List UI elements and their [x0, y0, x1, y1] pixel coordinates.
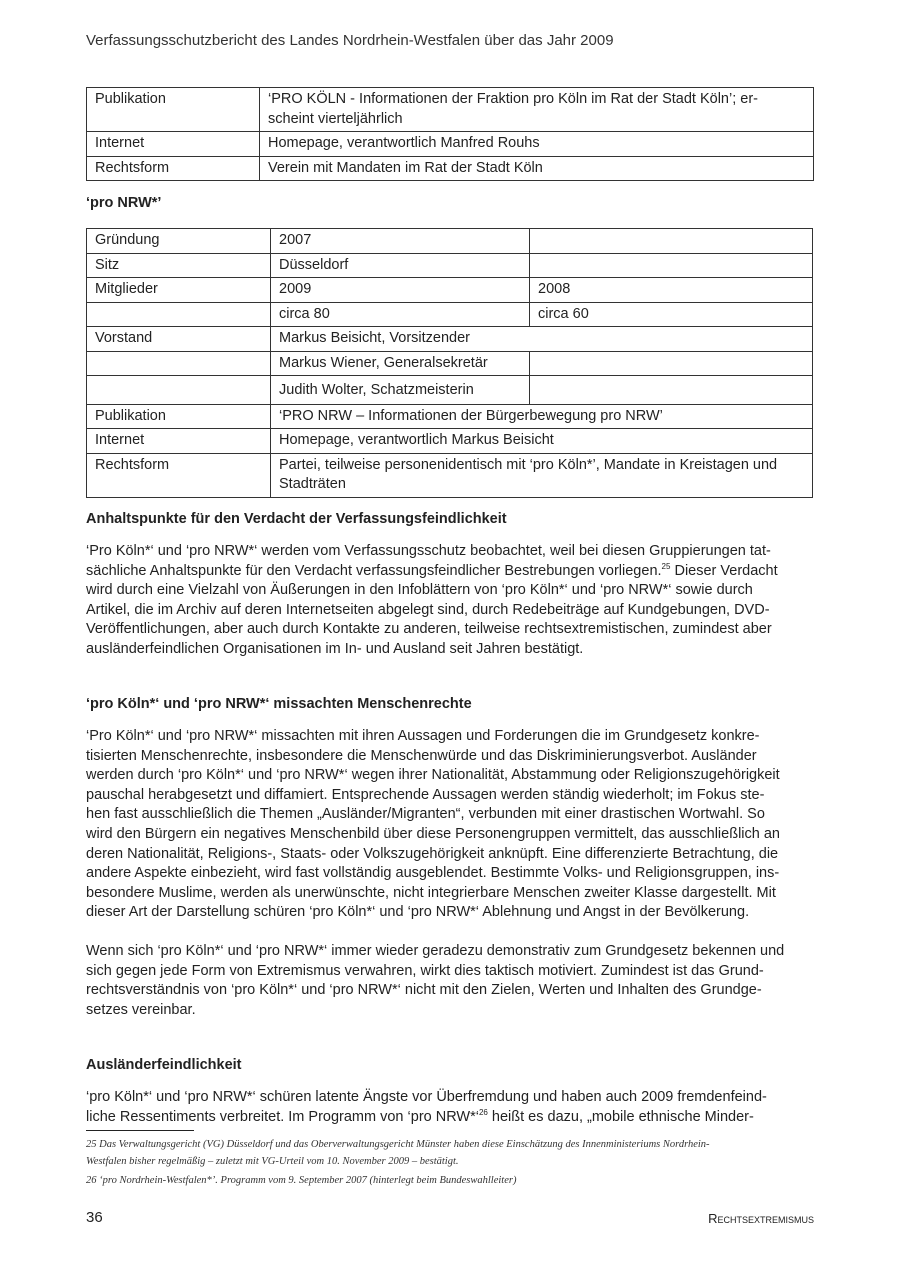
- table-cell-label: Vorstand: [87, 327, 271, 352]
- table-cell-label: Internet: [87, 429, 271, 454]
- pro-koeln-info-table: [86, 87, 814, 181]
- table-cell-label: Publikation: [87, 88, 260, 132]
- pro-nrw-heading: ‘pro NRW*’: [86, 195, 162, 211]
- cell-line: Stadträten: [279, 476, 346, 492]
- table-cell-label: Sitz: [87, 253, 271, 278]
- table-cell-value: circa 80: [271, 302, 530, 327]
- page-number: 36: [86, 1209, 103, 1226]
- paragraph-menschenrechte-1: [86, 727, 814, 923]
- text-line: besondere Muslime, werden als unerwünschte, nicht integrierbare Menschen zweiter Klasse dargestellt. Mit: [86, 884, 776, 901]
- table-cell-label: Mitglieder: [87, 278, 271, 303]
- text-segment: liche Ressentiments verbreitet. Im Programm von ‘pro NRW*‘: [86, 1108, 479, 1125]
- text-line: ‘Pro Köln*‘ und ‘pro NRW*‘ werden vom Verfassungsschutz beobachtet, weil bei diesen Gruppierungen tat-: [86, 543, 771, 559]
- paragraph-verdacht: [86, 542, 814, 660]
- table-cell-label: Rechtsform: [87, 453, 271, 497]
- table-cell-empty: [530, 376, 813, 405]
- text-line: werden durch ‘pro Köln*‘ und ‘pro NRW*‘ wegen ihrer Nationalität, Abstammung oder Religionszugehörigkeit: [86, 767, 780, 784]
- table-cell-value: ‘PRO NRW – Informationen der Bürgerbewegung pro NRW’: [271, 404, 813, 429]
- table-cell-value: 2009: [271, 278, 530, 303]
- footnote-line: Westfalen bisher regelmäßig – zuletzt mit VG-Urteil vom 10. November 2009 – bestätigt.: [86, 1156, 459, 1167]
- table-cell-empty: [87, 351, 271, 376]
- text-line: Veröffentlichungen, aber auch durch Kontakte zu anderen, teilweise rechtsextremistischen, zumindest aber: [86, 621, 772, 638]
- table-row: [87, 327, 813, 352]
- table-cell-value: Verein mit Mandaten im Rat der Stadt Köln: [260, 156, 814, 181]
- text-line: pauschal herabgesetzt und diffamiert. Entsprechende Aussagen werden ständig wiederholt; im Fokus ste-: [86, 786, 765, 803]
- table-cell-value: Düsseldorf: [271, 253, 530, 278]
- table-cell-empty: [530, 229, 813, 254]
- text-line: wird durch eine Vielzahl von Äußerungen in den Infoblättern von ‘pro Köln*‘ und ‘pro NRW*‘ sowie durch: [86, 582, 753, 599]
- footnote-ref-26[interactable]: 26: [478, 1107, 488, 1117]
- paragraph-auslaenderfeindlichkeit: [86, 1088, 814, 1127]
- text-line: hen fast ausschließlich die Themen „Ausländer/Migranten“, verbunden mit einer drastischen Wortwahl. So: [86, 806, 765, 823]
- paragraph-menschenrechte-2: [86, 942, 814, 1020]
- text-line: Wenn sich ‘pro Köln*‘ und ‘pro NRW*‘ immer wieder geradezu demonstrativ zum Grundgesetz bekennen und: [86, 943, 785, 959]
- text-line: ausländerfeindlichen Organisationen im In- und Ausland seit Jahren bestätigt.: [86, 640, 584, 657]
- table-cell-value: Homepage, verantwortlich Manfred Rouhs: [260, 132, 814, 157]
- footer-section-label: Rechtsextremismus: [708, 1211, 814, 1226]
- text-line: deren Nationalität, Religions-, Staats- oder Volkszugehörigkeit anknüpft. Eine differenzierte Betrachtung, die: [86, 845, 779, 862]
- table-cell-empty: [530, 351, 813, 376]
- table-row: [87, 404, 813, 429]
- table-cell-value: 2008: [530, 278, 813, 303]
- text-line: sich gegen jede Form von Extremismus verwahren, wirkt dies taktisch motiviert. Zumindest ist das Grund-: [86, 962, 764, 979]
- table-row: [87, 156, 814, 181]
- table-cell-label: Internet: [87, 132, 260, 157]
- text-line: wird den Bürgern ein negatives Menschenbild über diese Personengruppen vermittelt, das ausschließlich an: [86, 825, 780, 842]
- table-cell-value: Homepage, verantwortlich Markus Beisicht: [271, 429, 813, 454]
- section-heading-menschenrechte: ‘pro Köln*‘ und ‘pro NRW*‘ missachten Menschenrechte: [86, 696, 472, 712]
- footnote-divider: [86, 1130, 194, 1131]
- table-cell-empty: [530, 253, 813, 278]
- text-segment: Dieser Verdacht: [670, 562, 778, 579]
- table-row: [87, 132, 814, 157]
- text-line: ‘Pro Köln*‘ und ‘pro NRW*‘ missachten mit ihren Aussagen und Forderungen die im Grundgesetz konkre-: [86, 728, 760, 744]
- table-cell-value: Markus Wiener, Generalsekretär: [271, 351, 530, 376]
- text-line: dieser Art der Darstellung schüren ‘pro Köln*‘ und ‘pro NRW*‘ Ablehnung und Angst in der Bevölkerung.: [86, 904, 750, 921]
- table-row: [87, 229, 813, 254]
- text-line: tisierten Menschenrechte, insbesondere die Menschenwürde und das Diskriminierungsverbot. Ausländer: [86, 747, 757, 764]
- text-line: rechtsverständnis von ‘pro Köln*‘ und ‘pro NRW*‘ nicht mit den Zielen, Werten und Inhalten des Grundge-: [86, 982, 762, 999]
- table-cell-value: [271, 453, 813, 497]
- table-cell-empty: [87, 376, 271, 405]
- table-row: [87, 429, 813, 454]
- text-line: [86, 1108, 814, 1128]
- footnote-26: [86, 1172, 814, 1189]
- table-cell-value: 2007: [271, 229, 530, 254]
- table-row: [87, 453, 813, 497]
- table-row: [87, 351, 813, 376]
- table-cell-value: Markus Beisicht, Vorsitzender: [271, 327, 813, 352]
- text-line: ‘pro Köln*‘ und ‘pro NRW*‘ schüren latente Ängste vor Überfremdung und haben auch 2009 fremdenfeind-: [86, 1089, 767, 1105]
- table-cell-label: Publikation: [87, 404, 271, 429]
- table-row: [87, 253, 813, 278]
- table-cell-value: Judith Wolter, Schatzmeisterin: [271, 376, 530, 405]
- section-heading-verdacht: Anhaltspunkte für den Verdacht der Verfassungsfeindlichkeit: [86, 511, 507, 527]
- table-cell-value: [260, 88, 814, 132]
- cell-line: Partei, teilweise personenidentisch mit ‘pro Köln*’, Mandate in Kreistagen und: [279, 456, 778, 473]
- table-cell-label: Rechtsform: [87, 156, 260, 181]
- footnote-line: 26 ‘pro Nordrhein-Westfalen*’. Programm vom 9. September 2007 (hinterlegt beim Bundeswahlleiter): [86, 1175, 517, 1186]
- text-line: andere Aspekte einbezieht, wird fast vollständig ausgeblendet. Bestimmte Volks- und Religionsgruppen, ins-: [86, 865, 780, 882]
- text-line: [86, 562, 814, 582]
- table-row: [87, 302, 813, 327]
- table-cell-empty: [87, 302, 271, 327]
- running-header: Verfassungsschutzbericht des Landes Nordrhein-Westfalen über das Jahr 2009: [86, 32, 614, 49]
- footnote-line: 25 Das Verwaltungsgericht (VG) Düsseldorf und das Oberverwaltungsgericht Münster haben diese Einschätzung des Innenministeriums Nordrhein-: [86, 1139, 710, 1150]
- text-segment: heißt es dazu, „mobile ethnische Minder-: [487, 1108, 754, 1125]
- pro-nrw-info-table: [86, 228, 813, 498]
- footnote-ref-25[interactable]: 25: [661, 561, 671, 571]
- table-cell-value: circa 60: [530, 302, 813, 327]
- table-row: [87, 278, 813, 303]
- text-segment: sächliche Anhaltspunkte für den Verdacht verfassungsfeindlicher Bestrebungen vorliegen.: [86, 562, 662, 579]
- cell-line: ‘PRO KÖLN - Informationen der Fraktion pro Köln im Rat der Stadt Köln’; er-: [268, 91, 758, 107]
- text-line: Artikel, die im Archiv auf deren Internetseiten abgelegt sind, durch Redebeiträge auf Kundgebungen, DVD-: [86, 601, 770, 618]
- footnote-25: [86, 1136, 814, 1170]
- cell-line: scheint vierteljährlich: [268, 110, 403, 127]
- text-line: setzes vereinbar.: [86, 1001, 196, 1018]
- table-cell-label: Gründung: [87, 229, 271, 254]
- table-row: [87, 376, 813, 405]
- section-heading-auslaenderfeindlichkeit: Ausländerfeindlichkeit: [86, 1057, 242, 1073]
- table-row: [87, 88, 814, 132]
